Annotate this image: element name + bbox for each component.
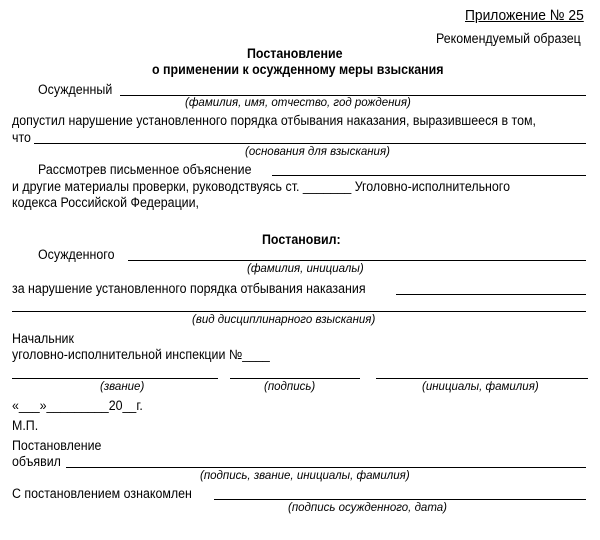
convicted-initials-line[interactable] bbox=[128, 260, 586, 261]
explanation-line[interactable] bbox=[272, 175, 586, 176]
for-violation-text: за нарушение установленного порядка отбывания наказания bbox=[12, 281, 366, 296]
familiarized-label: С постановлением ознакомлен bbox=[12, 486, 192, 501]
hint-announcer: (подпись, звание, инициалы, фамилия) bbox=[200, 470, 410, 482]
date-line: «___»_________20__г. bbox=[12, 398, 143, 413]
hint-fio-initials: (фамилия, инициалы) bbox=[247, 263, 364, 275]
violation-line[interactable] bbox=[396, 294, 586, 295]
chief-label: Начальник bbox=[12, 331, 74, 346]
stamp-label: М.П. bbox=[12, 418, 39, 433]
grounds-line[interactable] bbox=[34, 143, 586, 144]
convicted-label: Осужденный bbox=[38, 82, 113, 97]
announced-by: объявил bbox=[12, 454, 61, 469]
document-title: Постановление bbox=[247, 46, 343, 61]
hint-signature: (подпись) bbox=[264, 381, 316, 393]
considered-text: Рассмотрев письменное объяснение bbox=[38, 162, 252, 177]
appendix-number: Приложение № 25 bbox=[465, 7, 584, 24]
document-subtitle: о применении к осужденному меры взыскания bbox=[152, 62, 444, 77]
decided-heading: Постановил: bbox=[262, 232, 341, 247]
hint-initials-surname: (инициалы, фамилия) bbox=[422, 381, 539, 393]
rank-line[interactable] bbox=[12, 378, 218, 379]
disciplinary-line[interactable] bbox=[12, 311, 586, 312]
recommended-sample: Рекомендуемый образец bbox=[436, 31, 581, 46]
materials-text: и другие материалы проверки, руководствуясь ст. _______ Уголовно-исполнительного bbox=[12, 179, 510, 194]
hint-fio-birth: (фамилия, имя, отчество, год рождения) bbox=[185, 97, 411, 109]
violation-text: допустил нарушение установленного порядка отбывания наказания, выразившееся в том, bbox=[12, 113, 536, 128]
hint-disciplinary: (вид дисциплинарного взыскания) bbox=[192, 314, 376, 326]
initials-surname-line[interactable] bbox=[376, 378, 588, 379]
convict-sign-line[interactable] bbox=[214, 499, 586, 500]
announced-label: Постановление bbox=[12, 438, 102, 453]
chto-label: что bbox=[12, 130, 31, 145]
signature-line[interactable] bbox=[230, 378, 360, 379]
hint-convict-sign: (подпись осужденного, дата) bbox=[288, 502, 447, 514]
convicted-gen-label: Осужденного bbox=[38, 247, 115, 262]
hint-rank: (звание) bbox=[100, 381, 145, 393]
announcer-line[interactable] bbox=[66, 467, 586, 468]
code-text: кодекса Российской Федерации, bbox=[12, 195, 200, 210]
hint-grounds: (основания для взыскания) bbox=[245, 146, 390, 158]
chief-inspection: уголовно-исполнительной инспекции №____ bbox=[12, 347, 270, 362]
